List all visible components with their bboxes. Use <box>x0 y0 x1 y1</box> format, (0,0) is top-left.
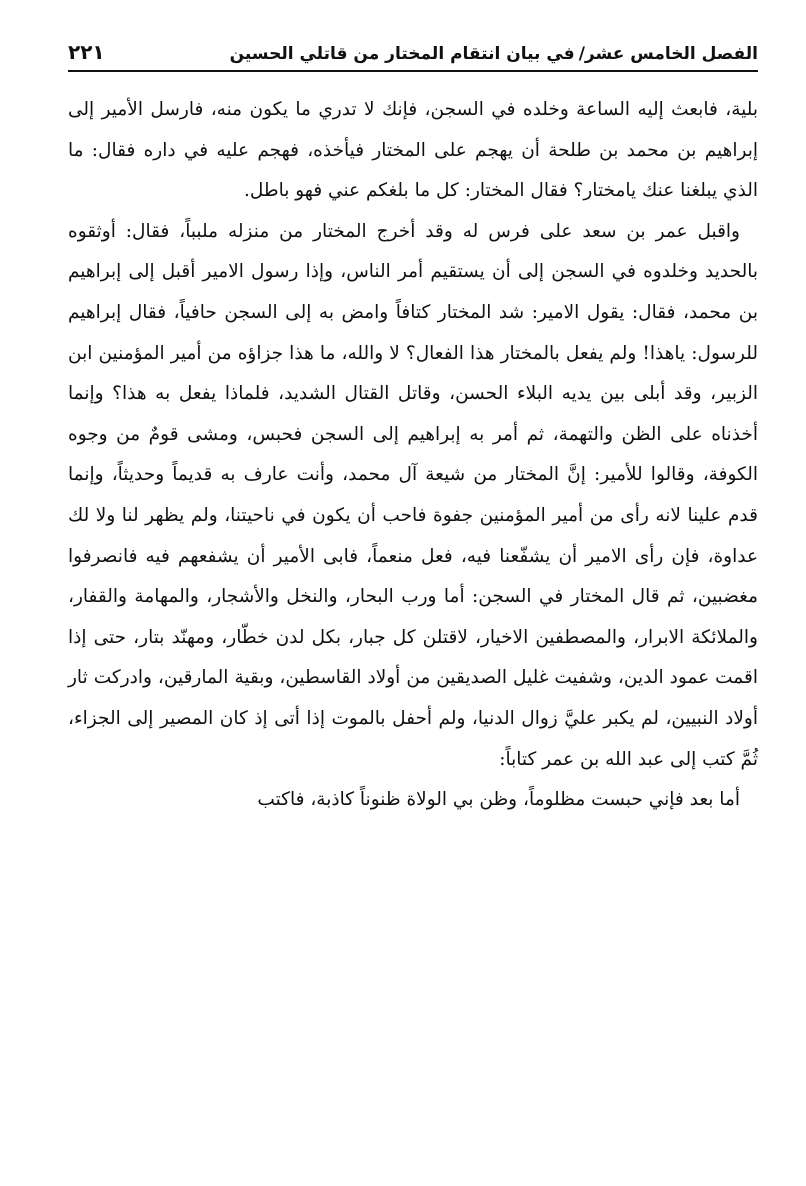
paragraph: واقبل عمر بن سعد على فرس له وقد أخرج المختار من منزله ملبباً، فقال: أوثقوه بالحديد وخلدوه في السجن إلى أن يستقيم أمر الناس، وإذا رسول الامير أقبل إلى إبراهيم بن محمد، فقال: يقول الامير: شد المختار كتافاً وامض به إلى السجن حافياً، فقال إبراهيم للرسول: ياهذا! ولم يفعل بالمختار هذا الفعال؟ لا والله، ما هذا جزاؤه من أمير المؤمنين ابن الزبير، وقد أبلى بين يديه البلاء الحسن، وقاتل القتال الشديد، فلماذا يفعل به هذا؟ وإنما أخذناه على الظن والتهمة، ثم أمر به إبراهيم إلى السجن فحبس، ومشى قومٌ من وجوه الكوفة، وقالوا للأمير: إنَّ المختار من شيعة آل محمد، وأنت عارف به قديماً وحديثاً، وإنما قدم علينا لانه رأى من أمير المؤمنين جفوة فاحب أن يكون في ناحيتنا، ولم يظهر لنا ولا لك عداوة، فإن رأى الامير أن يشفّعنا فيه، فعل منعماً، فابى الأمير أن يشفعهم فيه فانصرفوا مغضبين، ثم قال المختار في السجن: أما ورب البحار، والنخل والأشجار، والمهامة والقفار، والملائكة الابرار، والمصطفين الاخيار، لاقتلن كل جبار، بكل لدن خطّار، ومهنّد بتار، حتى إذا اقمت عمود الدين، وشفيت غليل الصديقين من أولاد القاسطين، وبقية المارقين، وادركت ثار أولاد النبيين، لم يكبر عليَّ زوال الدنيا، ولم أحفل بالموت إذا أتى إذ كان المصير إلى الجزاء، ثُمَّ كتب إلى عبد الله بن عمر كتاباً: <box>68 220 758 770</box>
book-page <box>68 30 758 1160</box>
page-header <box>68 30 758 72</box>
page-number: ٢٢١ <box>68 40 105 64</box>
chapter-title: في بيان انتقام المختار من قاتلي الحسين <box>229 44 575 64</box>
body-text <box>68 90 758 821</box>
paragraph: أما بعد فإني حبست مظلوماً، وظن بي الولاة ظنوناً كاذبة، فاكتب <box>257 789 740 811</box>
chapter-label: الفصل الخامس عشر/ <box>578 44 758 64</box>
paragraph: بلية، فابعث إليه الساعة وخلده في السجن، فإنك لا تدري ما يكون منه، فارسل الأمير إلى إبراهيم بن محمد بن طلحة أن يهجم على المختار فيأخذه، فهجم عليه في داره فقال: ما الذي يبلغنا عنك يامختار؟ فقال المختار: كل ما بلغكم عني فهو باطل. <box>68 99 758 202</box>
running-title <box>230 44 758 64</box>
